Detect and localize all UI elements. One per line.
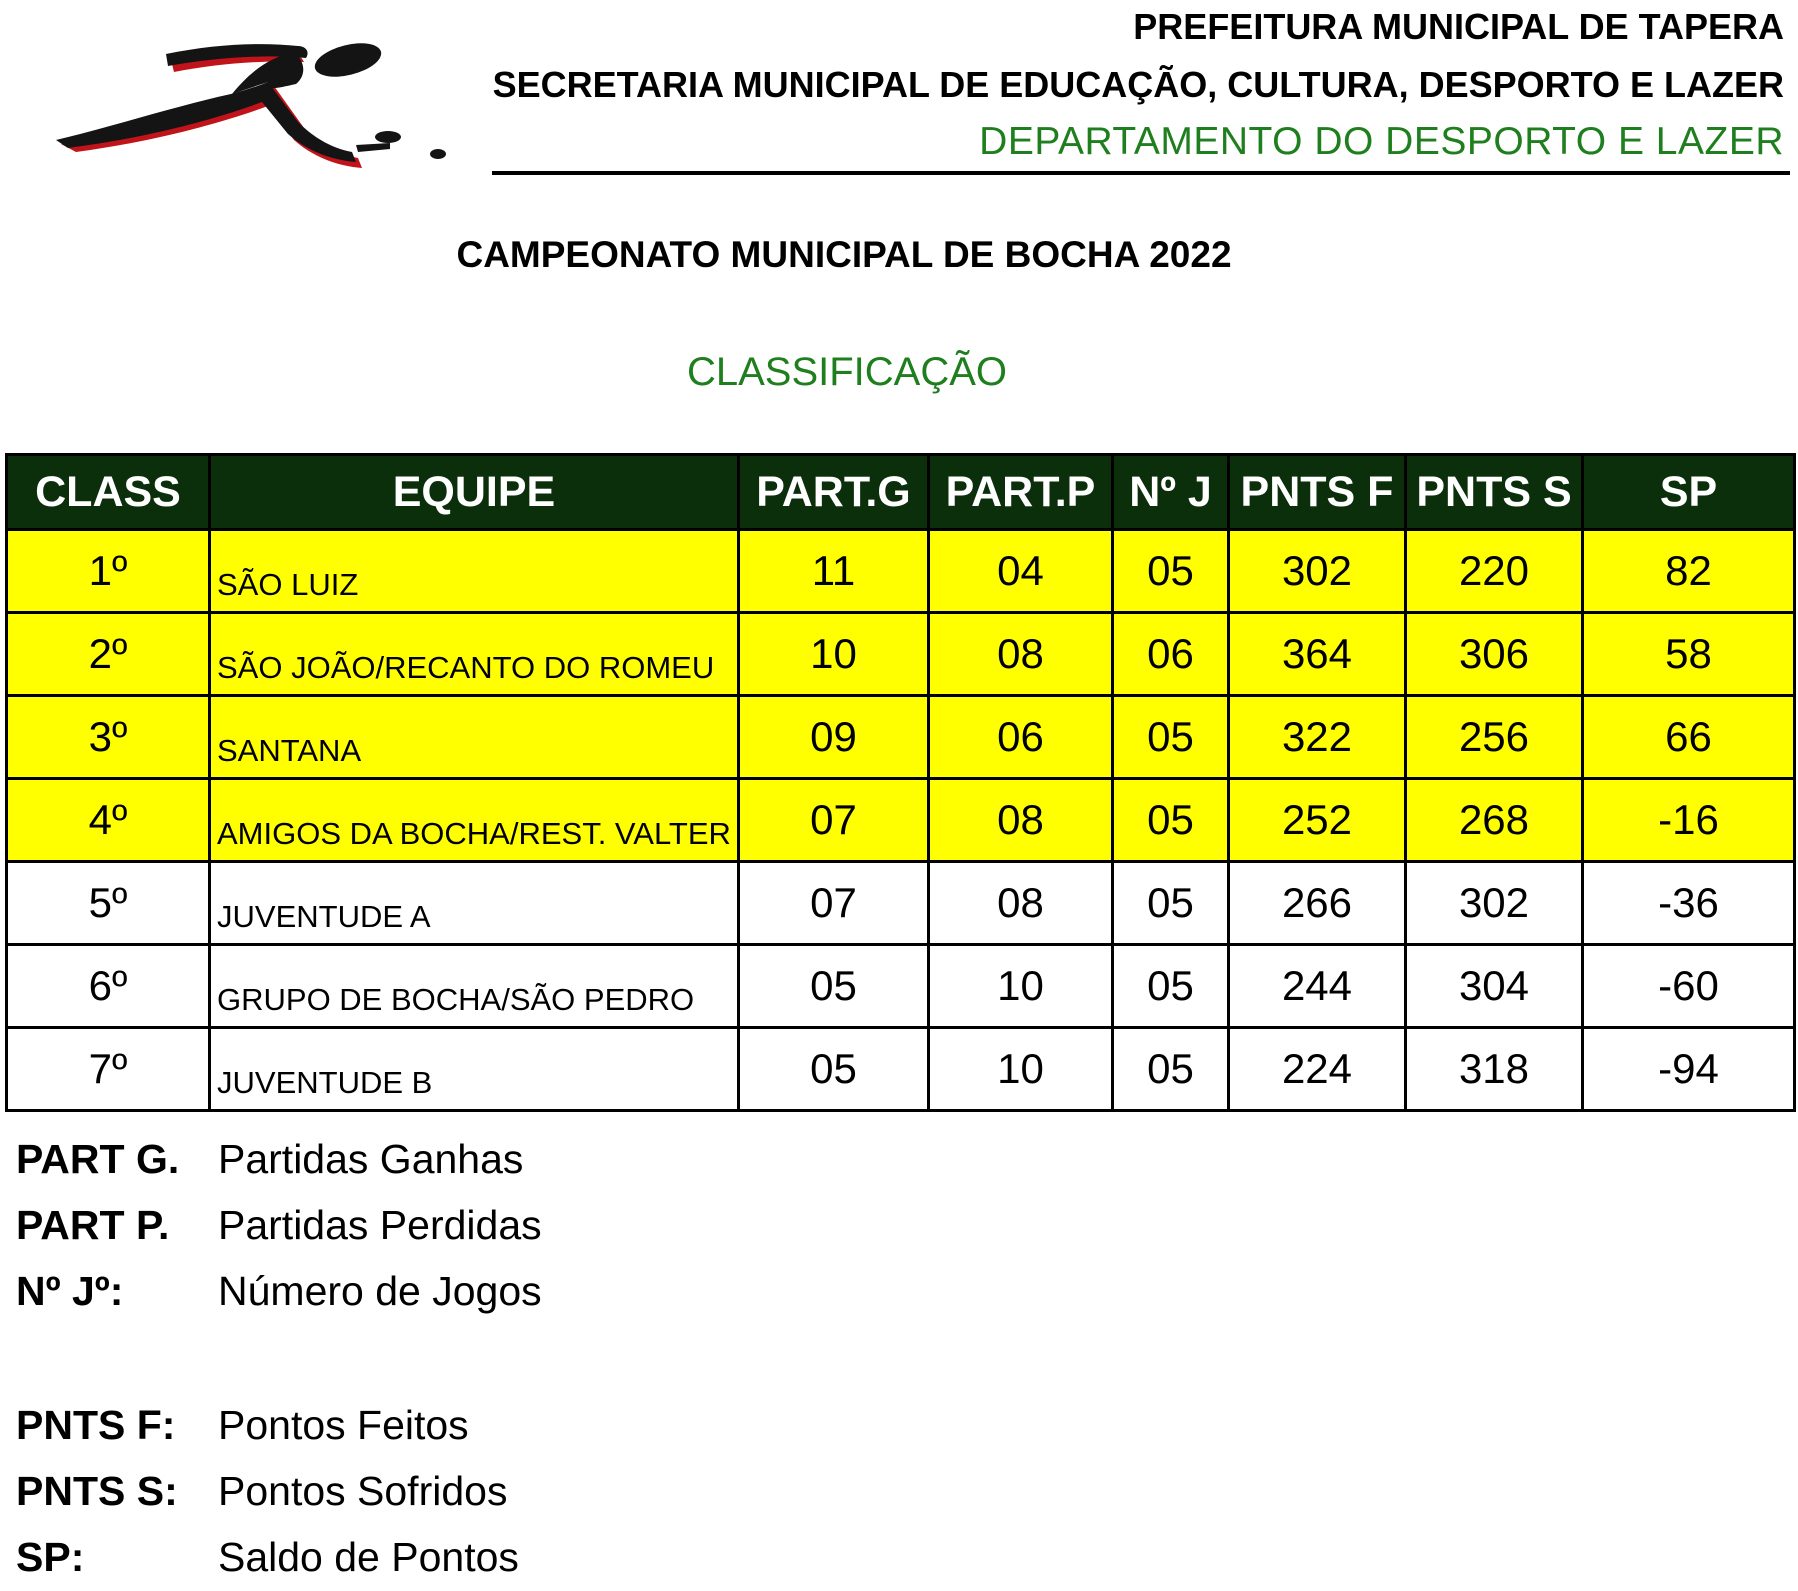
column-header-wins: PART.G <box>739 455 929 530</box>
class-cell: 3º <box>7 696 210 779</box>
losses-cell: 10 <box>929 1028 1113 1111</box>
table-row <box>7 1028 1795 1111</box>
standings-table <box>5 453 1796 1112</box>
secretariat-name: SECRETARIA MUNICIPAL DE EDUCAÇÃO, CULTURA, DESPORTO E LAZER <box>492 64 1784 105</box>
class-cell: 2º <box>7 613 210 696</box>
legend-item <box>16 1136 523 1183</box>
points-balance-cell: -36 <box>1583 862 1795 945</box>
points-for-cell: 252 <box>1229 779 1406 862</box>
table-row <box>7 530 1795 613</box>
legend-description: Partidas Ganhas <box>218 1136 524 1182</box>
legend-description: Saldo de Pontos <box>218 1534 519 1580</box>
team-cell: JUVENTUDE B <box>210 1028 739 1111</box>
table-row <box>7 613 1795 696</box>
losses-cell: 08 <box>929 613 1113 696</box>
page-title: CAMPEONATO MUNICIPAL DE BOCHA 2022 <box>456 234 1232 275</box>
legend-item <box>16 1202 542 1249</box>
legend-item <box>16 1534 519 1581</box>
municipality-name: PREFEITURA MUNICIPAL DE TAPERA <box>1133 6 1784 47</box>
legend-item <box>16 1468 507 1515</box>
losses-cell: 10 <box>929 945 1113 1028</box>
team-cell: JUVENTUDE A <box>210 862 739 945</box>
games-cell: 05 <box>1113 696 1229 779</box>
points-balance-cell: -16 <box>1583 779 1795 862</box>
column-header-team: EQUIPE <box>210 455 739 530</box>
wins-cell: 05 <box>739 945 929 1028</box>
points-for-cell: 244 <box>1229 945 1406 1028</box>
points-balance-cell: -94 <box>1583 1028 1795 1111</box>
wins-cell: 07 <box>739 862 929 945</box>
wins-cell: 10 <box>739 613 929 696</box>
games-cell: 05 <box>1113 945 1229 1028</box>
class-cell: 6º <box>7 945 210 1028</box>
class-cell: 1º <box>7 530 210 613</box>
losses-cell: 08 <box>929 862 1113 945</box>
points-against-cell: 306 <box>1406 613 1583 696</box>
points-for-cell: 364 <box>1229 613 1406 696</box>
header-divider <box>492 171 1790 175</box>
team-cell: SÃO JOÃO/RECANTO DO ROMEU <box>210 613 739 696</box>
games-cell: 05 <box>1113 530 1229 613</box>
losses-cell: 04 <box>929 530 1113 613</box>
points-balance-cell: 82 <box>1583 530 1795 613</box>
points-for-cell: 322 <box>1229 696 1406 779</box>
column-header-points-balance: SP <box>1583 455 1795 530</box>
points-against-cell: 318 <box>1406 1028 1583 1111</box>
table-row <box>7 696 1795 779</box>
team-cell: AMIGOS DA BOCHA/REST. VALTER <box>210 779 739 862</box>
table-row <box>7 779 1795 862</box>
column-header-class: CLASS <box>7 455 210 530</box>
class-cell: 5º <box>7 862 210 945</box>
legend-abbreviation: PNTS F: <box>16 1402 176 1448</box>
losses-cell: 08 <box>929 779 1113 862</box>
points-for-cell: 302 <box>1229 530 1406 613</box>
class-cell: 7º <box>7 1028 210 1111</box>
team-cell: SANTANA <box>210 696 739 779</box>
legend-abbreviation: Nº Jº: <box>16 1268 124 1314</box>
department-name: DEPARTAMENTO DO DESPORTO E LAZER <box>979 120 1784 163</box>
legend-abbreviation: PART P. <box>16 1202 170 1248</box>
column-header-points-against: PNTS S <box>1406 455 1583 530</box>
points-balance-cell: 58 <box>1583 613 1795 696</box>
wins-cell: 11 <box>739 530 929 613</box>
class-cell: 4º <box>7 779 210 862</box>
legend-abbreviation: PART G. <box>16 1136 180 1182</box>
legend-item <box>16 1268 542 1315</box>
points-against-cell: 268 <box>1406 779 1583 862</box>
points-against-cell: 302 <box>1406 862 1583 945</box>
points-for-cell: 266 <box>1229 862 1406 945</box>
bocce-player-logo-icon <box>6 2 492 206</box>
games-cell: 06 <box>1113 613 1229 696</box>
column-header-losses: PART.P <box>929 455 1113 530</box>
table-row <box>7 945 1795 1028</box>
team-cell: GRUPO DE BOCHA/SÃO PEDRO <box>210 945 739 1028</box>
games-cell: 05 <box>1113 779 1229 862</box>
column-header-games: Nº J <box>1113 455 1229 530</box>
wins-cell: 05 <box>739 1028 929 1111</box>
points-for-cell: 224 <box>1229 1028 1406 1111</box>
legend-description: Pontos Sofridos <box>218 1468 508 1514</box>
wins-cell: 09 <box>739 696 929 779</box>
team-cell: SÃO LUIZ <box>210 530 739 613</box>
points-balance-cell: 66 <box>1583 696 1795 779</box>
legend-description: Partidas Perdidas <box>218 1202 542 1248</box>
points-against-cell: 256 <box>1406 696 1583 779</box>
wins-cell: 07 <box>739 779 929 862</box>
games-cell: 05 <box>1113 1028 1229 1111</box>
points-against-cell: 304 <box>1406 945 1583 1028</box>
legend-abbreviation: PNTS S: <box>16 1468 178 1514</box>
legend-abbreviation: SP: <box>16 1534 85 1580</box>
legend-description: Pontos Feitos <box>218 1402 469 1448</box>
table-row <box>7 862 1795 945</box>
legend-item <box>16 1402 469 1449</box>
column-header-points-for: PNTS F <box>1229 455 1406 530</box>
table-header-row <box>7 455 1795 530</box>
page-subtitle: CLASSIFICAÇÃO <box>686 350 1008 394</box>
points-against-cell: 220 <box>1406 530 1583 613</box>
games-cell: 05 <box>1113 862 1229 945</box>
legend-description: Número de Jogos <box>218 1268 542 1314</box>
points-balance-cell: -60 <box>1583 945 1795 1028</box>
losses-cell: 06 <box>929 696 1113 779</box>
